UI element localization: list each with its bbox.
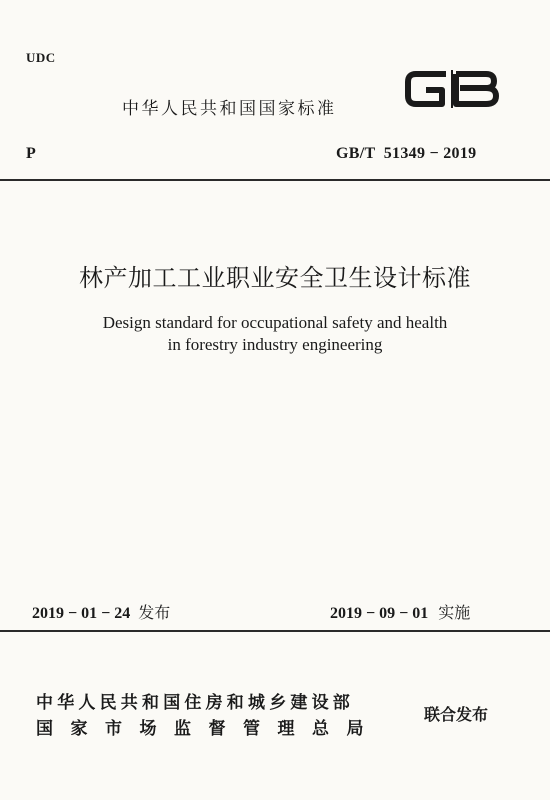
issue-label: 发布	[138, 603, 171, 622]
publisher-line1: 中华人民共和国住房和城乡建设部	[36, 693, 354, 713]
top-divider	[0, 179, 550, 181]
issue-date: 2019 − 01 − 24	[32, 605, 131, 622]
national-standard-title: 中华人民共和国国家标准	[122, 99, 337, 119]
issue-date-row	[32, 600, 170, 623]
implement-label: 实施	[438, 603, 471, 622]
title-english-line1: Design standard for occupational safety and health	[102, 313, 448, 332]
title-english	[40, 312, 510, 356]
implement-date: 2019 − 09 − 01	[330, 605, 429, 622]
gb-logo	[402, 66, 502, 112]
title-chinese: 林产加工工业职业安全卫生设计标准	[79, 264, 471, 292]
classification-code: P	[26, 145, 36, 162]
standard-number: GB/T 51349 − 2019	[336, 145, 477, 162]
joint-publish-label: 联合发布	[424, 705, 489, 724]
publisher-line2: 国家市场监督管理总局	[36, 719, 381, 739]
bottom-divider	[0, 630, 550, 632]
title-english-line2: in forestry industry engineering	[167, 335, 383, 354]
implement-date-row	[330, 600, 470, 623]
udc-label: UDC	[26, 50, 56, 65]
